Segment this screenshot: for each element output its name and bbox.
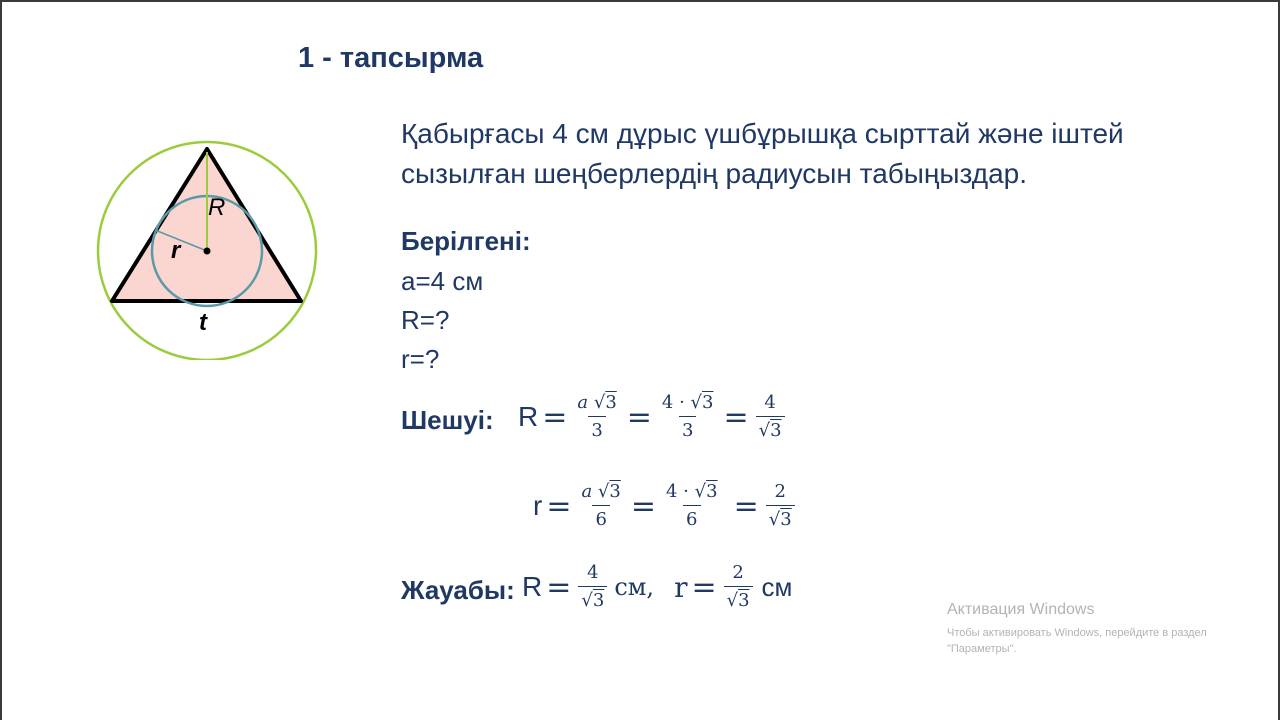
answer-r-unit: см [761, 571, 793, 602]
formula-R-frac-1: $\frac{a √3}{3}$ [577, 392, 617, 441]
left-border [0, 0, 2, 720]
answer-R-unit: см, [614, 573, 655, 601]
formula-R-lhs: R [518, 401, 539, 432]
given-R: R=? [401, 305, 450, 335]
given-r: r=? [401, 344, 440, 374]
answer-r-lhs: r [674, 570, 688, 604]
answer-r-frac: $\frac{2}{√3}$ [724, 564, 753, 610]
formula-r-frac-2: $\frac{4 \cdot √3}{6}$ [666, 481, 718, 530]
center-point [204, 248, 211, 255]
task-line-1: Қабырғасы 4 см дұрыс үшбұрышқа сырттай және іштей [401, 118, 1124, 149]
top-border [0, 0, 1280, 2]
formula-R-frac-2: $\frac{4 \cdot √3}{3}$ [661, 392, 714, 441]
label-R: R [208, 194, 226, 221]
formula-r-frac-1: $\frac{a √3}{6}$ [581, 481, 621, 530]
solution-label: Шешуі: [401, 405, 494, 435]
answer-label: Жауабы: [401, 575, 515, 605]
answer-R-lhs: R [522, 571, 543, 602]
label-r: r [171, 237, 181, 264]
activation-watermark-text: Чтобы активировать Windows, перейдите в раздел "Параметры". [947, 627, 1207, 655]
activation-watermark-title: Активация Windows [947, 601, 1095, 618]
task-text [401, 114, 1201, 194]
triangle-circles-figure [90, 140, 330, 360]
formula-R-frac-3: $\frac{4}{√3}$ [756, 394, 785, 440]
label-t: t [199, 309, 207, 336]
slide-title: 1 - тапсырма [298, 42, 484, 74]
task-line-2: сызылған шеңберлердің радиусын табыңыздар. [401, 158, 1027, 189]
formula-r-frac-3: $\frac{2}{√3}$ [766, 483, 795, 529]
formula-r-lhs: r [533, 490, 543, 521]
given-a: a=4 см [401, 266, 484, 296]
formula-r: r = $\frac{a √3}{6}$ = $\frac{4 \cdot √3}{6}$ = $\frac{2}{√3}$ [533, 483, 798, 529]
answer-R-frac: $\frac{4}{√3}$ [578, 564, 607, 610]
given-heading: Берілгені: [401, 226, 531, 256]
formula-R: R = $\frac{a √3}{3}$ = $\frac{4 \cdot √3}{3}$ = $\frac{4}{√3}$ [518, 394, 788, 440]
answer-formula: R = $\frac{4}{√3}$ см, r = $\frac{2}{√3}$ см [522, 562, 793, 611]
